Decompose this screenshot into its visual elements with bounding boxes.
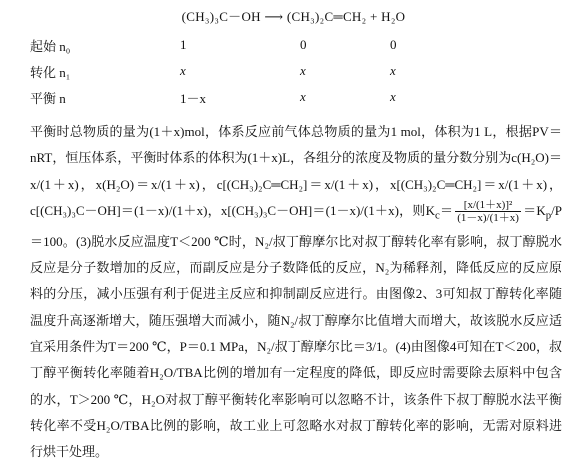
equals-sign: ＝ — [439, 202, 454, 218]
table-cell: x — [390, 89, 396, 104]
ice-table — [30, 32, 480, 110]
paragraph-text: ＝K — [522, 202, 546, 218]
kc-subscript: c — [434, 209, 440, 222]
solution-paragraph — [30, 119, 562, 465]
table-cell: x — [300, 89, 306, 104]
table-cell: 0 — [390, 37, 397, 52]
table-cell: x — [390, 63, 396, 78]
kp-subscript: p — [545, 209, 552, 222]
table-cell: 1 — [180, 37, 187, 52]
table-row — [30, 58, 480, 84]
table-row — [30, 32, 480, 58]
row-label: 转化 n₁ — [30, 64, 71, 80]
kc-fraction — [455, 199, 521, 224]
paragraph-text: /P＝100。(3)脱水反应温度T＜200 ℃时，N₂/叔丁醇摩尔比对叔丁醇转化率有影响，叔丁醇脱水反应是分子数增加的反应，而副反应是分子数降低的反应，N₂为稀释剂，降低反应的反应原料的分压，减小压强有利于促进主反应和抑制副反应进行。由图像2、3可知叔丁醇转化率随温度升高逐渐增大，随压强增大而减小，随N₂/叔丁醇摩尔比值增大而增大，故该脱水反应适宜采用条件为T＝200 ℃，P＝0.1 MPa，N₂/叔丁醇摩尔比＝3/1。(4)由图像4可知在T＜200，叔丁醇平衡转化率随着H₂O/TBA比例的增加有一定程度的降低，即反应时需要除去原料中包含的水，T＞200 ℃，H₂O对叔丁醇平衡转化率影响可以忽略不计，该条件下叔丁醇脱水法平衡转化率不受H₂O/TBA比例的影响，故工业上可忽略水对叔丁醇转化率的影响，无需对原料进行烘干处理。 — [30, 202, 562, 460]
fraction-denominator: (1－x)/(1＋x) — [457, 212, 519, 225]
table-cell: 0 — [300, 37, 307, 52]
row-label: 起始 n₀ — [30, 38, 71, 54]
table-cell: 1－x — [180, 90, 207, 106]
reaction-equation: (CH₃)₃C－OH ⟶ (CH₃)₂C═CH₂ + H₂O — [181, 9, 406, 24]
fraction-numerator: [x/(1＋x)]² — [455, 199, 521, 212]
table-cell: x — [300, 63, 306, 78]
paragraph-text: 平衡时总物质的量为(1＋x)mol，体系反应前气体总物质的量为1 mol，体积为1 L，根据PV＝nRT，恒压体系，平衡时体系的体积为(1＋x)L，各组分的浓度及物质的量分数分别为c(H₂O)＝x/(1＋x)，x(H₂O)＝x/(1＋x)，c[(CH₃)₂C═CH₂]＝x/(1＋x)，x[(CH₃)₂C═CH₂]＝x/(1＋x)，c[(CH₃)₃C－OH]＝(1－x)/(1＋x)，x[(CH₃)₃C－OH]＝(1－x)/(1＋x)，则K — [30, 124, 562, 218]
table-cell: x — [180, 63, 186, 78]
table-row — [30, 84, 480, 110]
row-label: 平衡 n — [30, 90, 66, 106]
